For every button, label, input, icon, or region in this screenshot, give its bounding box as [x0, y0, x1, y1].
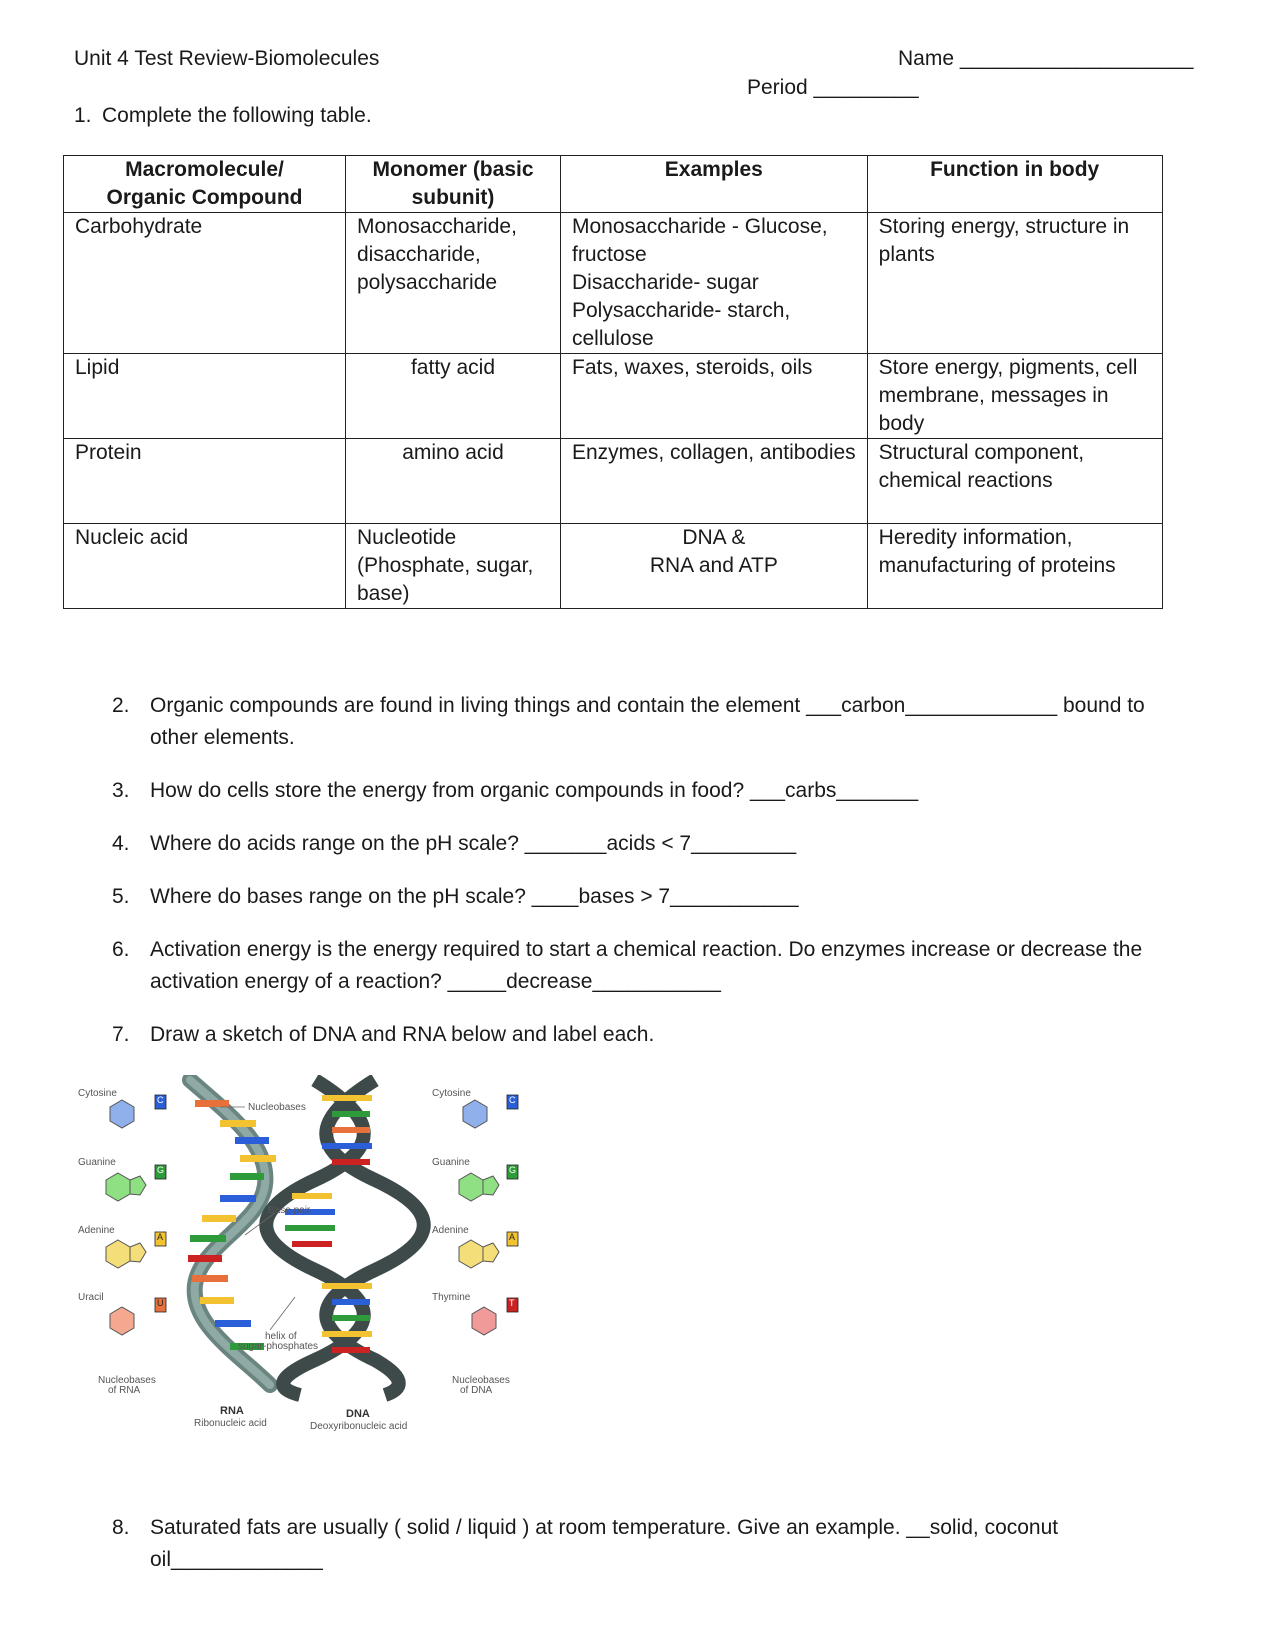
guanine-molecule-icon: [459, 1173, 499, 1201]
worksheet-title: Unit 4 Test Review-Biomolecules: [74, 47, 380, 70]
period-field[interactable]: Period _________: [747, 76, 919, 99]
dna-title: DNA: [346, 1408, 370, 1420]
header-monomer: Monomer (basic subunit): [346, 156, 561, 213]
label-nucleobases: Nucleobases: [248, 1102, 306, 1113]
cell-monomer[interactable]: fatty acid: [346, 354, 561, 439]
table-row: [64, 213, 1163, 354]
cell-function[interactable]: Heredity information, manufacturing of proteins: [867, 524, 1162, 609]
cell-macromolecule[interactable]: Lipid: [64, 354, 346, 439]
cell-macromolecule[interactable]: Carbohydrate: [64, 213, 346, 354]
question-text[interactable]: How do cells store the energy from organic compounds in food? ___carbs_______: [150, 779, 919, 802]
question-number: 3.: [112, 779, 130, 802]
cell-function[interactable]: Structural component, chemical reactions: [867, 439, 1162, 524]
label-guanine-dna: Guanine: [432, 1157, 470, 1168]
cell-function[interactable]: Store energy, pigments, cell membrane, messages in body: [867, 354, 1162, 439]
table-row: [64, 354, 1163, 439]
badge-c: C: [509, 1095, 516, 1105]
caption-rna-nucleobases: Nucleobases: [98, 1375, 156, 1386]
table-header-row: [64, 156, 1163, 213]
question-text: other elements.: [150, 726, 295, 749]
adenine-molecule-icon: [106, 1240, 146, 1268]
header-function: Function in body: [867, 156, 1162, 213]
cell-monomer[interactable]: Monosaccharide, disaccharide, polysaccharide: [346, 213, 561, 354]
question-number: 6.: [112, 938, 130, 961]
guanine-molecule-icon: [106, 1173, 146, 1201]
question-number: 5.: [112, 885, 130, 908]
cell-function[interactable]: Storing energy, structure in plants: [867, 213, 1162, 354]
badge-c: C: [157, 1095, 164, 1105]
question-number: 8.: [112, 1516, 130, 1539]
question-text: Draw a sketch of DNA and RNA below and label each.: [150, 1023, 655, 1046]
cytosine-molecule-icon: [110, 1100, 134, 1128]
label-helix: sugar-phosphates: [238, 1341, 319, 1352]
name-field[interactable]: Name ____________________: [898, 47, 1194, 70]
label-helix: helix of: [265, 1331, 297, 1342]
cell-examples[interactable]: Fats, waxes, steroids, oils: [561, 354, 868, 439]
header-macromolecule: Macromolecule/ Organic Compound: [64, 156, 346, 213]
question-text[interactable]: oil_____________: [150, 1548, 323, 1571]
caption-rna-nucleobases: of RNA: [108, 1385, 141, 1396]
caption-dna-nucleobases: of DNA: [460, 1385, 493, 1396]
question-number: 2.: [112, 694, 130, 717]
biomolecules-table: [63, 155, 1163, 609]
question-number: 4.: [112, 832, 130, 855]
label-cytosine-rna: Cytosine: [78, 1088, 117, 1099]
uracil-molecule-icon: [110, 1307, 134, 1335]
badge-a: A: [157, 1232, 164, 1242]
badge-t: T: [509, 1298, 515, 1308]
rna-title: RNA: [220, 1405, 244, 1417]
rna-subtitle: Ribonucleic acid: [194, 1418, 267, 1429]
cell-examples[interactable]: DNA & RNA and ATP: [561, 524, 868, 609]
label-uracil: Uracil: [78, 1292, 104, 1303]
table-row: [64, 439, 1163, 524]
question-text: Activation energy is the energy required to start a chemical reaction. Do enzymes increase or decrease the: [150, 938, 1143, 961]
label-thymine: Thymine: [432, 1292, 471, 1303]
badge-g: G: [157, 1165, 165, 1175]
adenine-molecule-icon: [459, 1240, 499, 1268]
cell-macromolecule[interactable]: Nucleic acid: [64, 524, 346, 609]
badge-u: U: [157, 1298, 164, 1308]
question-text[interactable]: Where do acids range on the pH scale? _______acids < 7_________: [150, 832, 797, 855]
question-text[interactable]: Where do bases range on the pH scale? ____bases > 7___________: [150, 885, 799, 908]
cell-monomer[interactable]: Nucleotide (Phosphate, sugar, base): [346, 524, 561, 609]
question-text: Complete the following table.: [102, 104, 372, 127]
label-adenine-dna: Adenine: [432, 1225, 469, 1236]
cell-examples[interactable]: Enzymes, collagen, antibodies: [561, 439, 868, 524]
badge-g: G: [509, 1165, 517, 1175]
question-text[interactable]: Organic compounds are found in living things and contain the element ___carbon_____________ bound to: [150, 694, 1145, 717]
label-adenine-rna: Adenine: [78, 1225, 115, 1236]
caption-dna-nucleobases: Nucleobases: [452, 1375, 510, 1386]
cell-macromolecule[interactable]: Protein: [64, 439, 346, 524]
header-examples: Examples: [561, 156, 868, 213]
question-number: 1.: [74, 104, 92, 127]
label-guanine-rna: Guanine: [78, 1157, 116, 1168]
question-text[interactable]: Saturated fats are usually ( solid / liquid ) at room temperature. Give an example. __solid, coconut: [150, 1516, 1059, 1539]
cytosine-molecule-icon: [463, 1100, 487, 1128]
table-row: [64, 524, 1163, 609]
cell-examples[interactable]: Monosaccharide - Glucose, fructose Disaccharide- sugar Polysaccharide- starch, cellulose: [561, 213, 868, 354]
question-text[interactable]: activation energy of a reaction? _____decrease___________: [150, 970, 721, 993]
dna-rna-figure: [70, 1075, 530, 1450]
question-number: 7.: [112, 1023, 130, 1046]
thymine-molecule-icon: [472, 1307, 496, 1335]
badge-a: A: [509, 1232, 516, 1242]
dna-subtitle: Deoxyribonucleic acid: [310, 1421, 408, 1432]
cell-monomer[interactable]: amino acid: [346, 439, 561, 524]
label-cytosine-dna: Cytosine: [432, 1088, 471, 1099]
label-base-pair: Base pair: [268, 1205, 311, 1216]
